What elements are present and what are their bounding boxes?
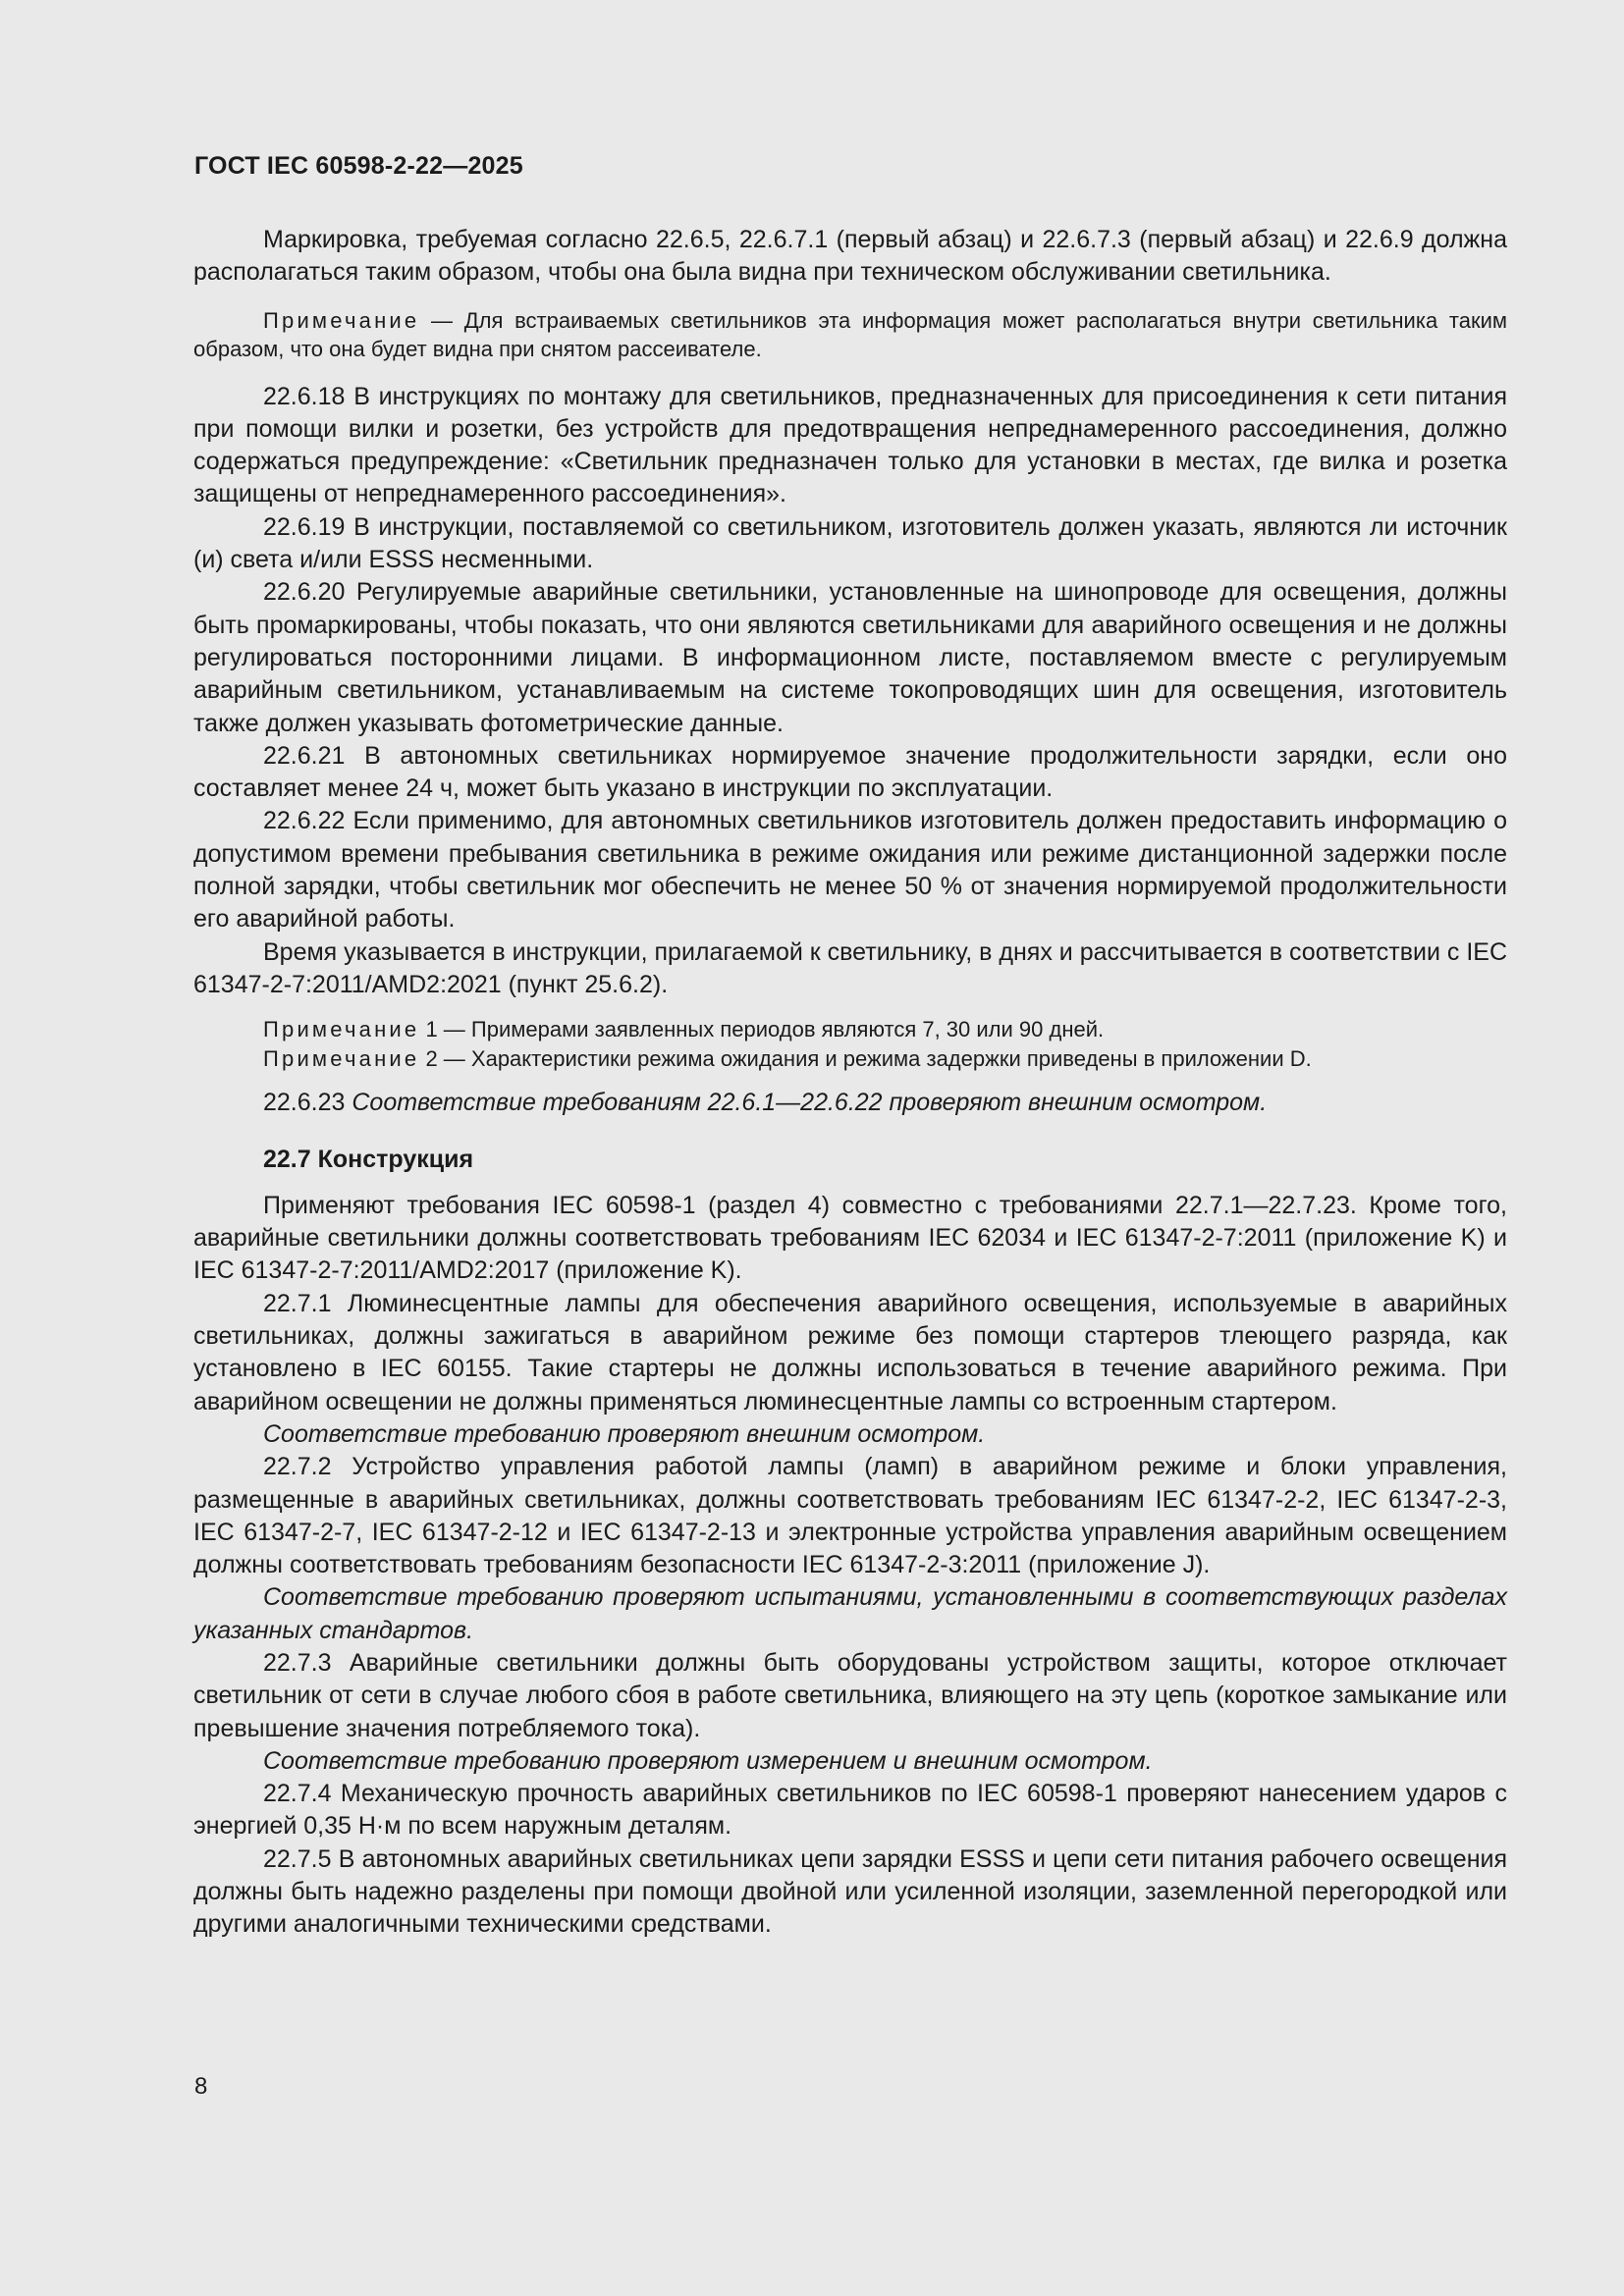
note-1	[193, 306, 1507, 364]
page-number: 8	[194, 2073, 208, 2100]
document-body	[193, 224, 1507, 1942]
clause-22-6-22: 22.6.22 Если применимо, для автономных светильников изготовитель должен предоставить информацию о допустимом времени пребывания светильника в режиме ожидания или режиме дистанционной задержки после полной зарядки, чтобы светильник мог обеспечить не менее 50 % от значения нормируемой продолжительности его аварийной работы.	[193, 807, 1507, 934]
note-2	[193, 1015, 1507, 1044]
clause-22-6-19: 22.6.19 В инструкции, поставляемой со светильником, изготовитель должен указать, являются ли источник (и) света и/или ESSS несменными.	[193, 512, 1507, 574]
compliance-check-22-7-3: Соответствие требованию проверяют измерением и внешним осмотром.	[263, 1746, 1153, 1775]
note-label: Примечание	[263, 1017, 420, 1042]
clause-22-6-23	[193, 1087, 1507, 1119]
clause-22-6-20: 22.6.20 Регулируемые аварийные светильники, установленные на шинопроводе для освещения, должны быть промаркированы, чтобы показать, что они являются светильниками для аварийного освещения и не должны регулироваться посторонними лицами. В информационном листе, поставляемом вместе с регулируемым аварийным светильником, устанавливаемым на системе токопроводящих шин для освещения, изготовитель также должен указывать фотометрические данные.	[193, 578, 1507, 737]
paragraph-time: Время указывается в инструкции, прилагаемой к светильнику, в днях и рассчитывается в соответствии с IEC 61347-2-7:2011/AMD2:2021 (пункт 25.6.2).	[193, 937, 1507, 998]
note-label: Примечание	[263, 307, 420, 333]
clause-22-7-2: 22.7.2 Устройство управления работой лампы (ламп) в аварийном режиме и блоки управления, размещенные в аварийных светильниках, должны соответствовать требованиям IEC 61347-2-2, IEC 61347-2-3, IEC 61347-2-7, IEC 61347-2-12 и IEC 61347-2-13 и электронные устройства управления аварийным освещением должны соответствовать требованиям безопасности IEC 61347-2-3:2011 (приложение J).	[193, 1453, 1507, 1579]
compliance-check-22-7-2: Соответствие требованию проверяют испытаниями, установленными в соответствующих разделах указанных стандартов.	[193, 1583, 1507, 1644]
clause-22-7-5: 22.7.5 В автономных аварийных светильниках цепи зарядки ESSS и цепи сети питания рабочего освещения должны быть надежно разделены при помощи двойной или усиленной изоляции, заземленной перегородкой или другими аналогичными техническими средствами.	[193, 1844, 1507, 1939]
note-3	[193, 1044, 1507, 1074]
clause-22-7-4: 22.7.4 Механическую прочность аварийных светильников по IEC 60598-1 проверяют нанесением ударов с энергией 0,35 Н·м по всем наружным деталям.	[193, 1780, 1507, 1841]
section-heading-22-7: 22.7 Конструкция	[263, 1145, 474, 1173]
paragraph-marking: Маркировка, требуемая согласно 22.6.5, 22.6.7.1 (первый абзац) и 22.6.7.3 (первый абзац) и 22.6.9 должна располагаться таким образом, чтобы она была видна при техническом обслуживании светильника.	[193, 226, 1507, 287]
note-text: — Для встраиваемых светильников эта информация может располагаться внутри светильника таким образом, что она будет видна при снятом рассеивателе.	[193, 307, 1507, 362]
clause-22-7-3: 22.7.3 Аварийные светильники должны быть оборудованы устройством защиты, которое отключает светильник от сети в случае любого сбоя в работе светильника, влияющего на эту цепь (короткое замыкание или превышение значения потребляемого тока).	[193, 1648, 1507, 1742]
compliance-check-22-7-1: Соответствие требованию проверяют внешним осмотром.	[263, 1419, 986, 1448]
clause-number: 22.6.23	[263, 1089, 352, 1117]
note-text: 1 — Примерами заявленных периодов являются 7, 30 или 90 дней.	[419, 1017, 1105, 1042]
clause-22-7-1: 22.7.1 Люминесцентные лампы для обеспечения аварийного освещения, используемые в аварийных светильниках, должны зажигаться в аварийном режиме без помощи стартеров тлеющего разряда, как установлено в IEC 60155. Такие стартеры не должны использоваться в течение аварийного режима. При аварийном освещении не должны применяться люминесцентные лампы со встроенным стартером.	[193, 1289, 1507, 1415]
note-label: Примечание	[263, 1045, 420, 1071]
clause-22-6-21: 22.6.21 В автономных светильниках нормируемое значение продолжительности зарядки, если оно составляет менее 24 ч, может быть указано в инструкции по эксплуатации.	[193, 741, 1507, 803]
paragraph-22-7-intro: Применяют требования IEC 60598-1 (раздел 4) совместно с требованиями 22.7.1—22.7.23. Кроме того, аварийные светильники должны соответствовать требованиям IEC 62034 и IEC 61347-2-7:2011 (приложение K) и IEC 61347-2-7:2011/AMD2:2017 (приложение K).	[193, 1191, 1507, 1285]
document-header: ГОСТ IEC 60598-2-22—2025	[194, 152, 523, 180]
note-text: 2 — Характеристики режима ожидания и режима задержки приведены в приложении D.	[419, 1045, 1312, 1071]
clause-22-6-18: 22.6.18 В инструкциях по монтажу для светильников, предназначенных для присоединения к сети питания при помощи вилки и розетки, без устройств для предотвращения непреднамеренного рассоединения, должно содержаться предупреждение: «Светильник предназначен только для установки в местах, где вилка и розетка защищены от непреднамеренного рассоединения».	[193, 382, 1507, 508]
compliance-check: Соответствие требованиям 22.6.1—22.6.22 проверяют внешним осмотром.	[352, 1089, 1268, 1117]
